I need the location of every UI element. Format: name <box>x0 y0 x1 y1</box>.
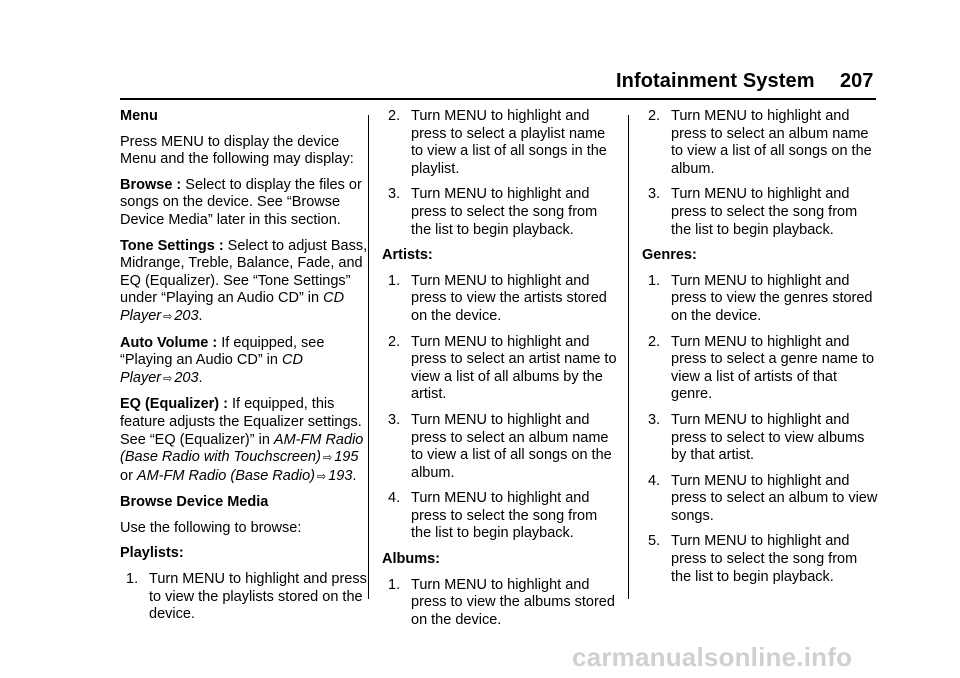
list-number: 2. <box>648 333 661 350</box>
browse-device-heading: Browse Device Media <box>120 494 269 511</box>
list-text: Turn MENU to highlight and press to view the artists stored on the device. <box>411 272 607 324</box>
auto-volume-paragraph: Auto Volume : If equipped, see “Playing an Audio CD” in CD Player ⇨ 203. <box>120 334 325 386</box>
list-number: 4. <box>388 490 401 507</box>
list-text: Turn MENU to highlight and press to view the genres stored on the device. <box>671 272 873 324</box>
list-number: 1. <box>388 576 401 593</box>
eq-ref2-link[interactable]: AM-FM Radio (Base Radio) <box>136 467 315 484</box>
list-item <box>642 334 878 404</box>
auto-volume-text: If equipped, see “Playing an Audio CD” in <box>120 334 325 369</box>
genres-heading: Genres: <box>642 247 697 264</box>
column-3 <box>642 108 878 594</box>
list-item <box>642 412 878 465</box>
browse-label: Browse : <box>120 176 182 193</box>
list-text: Turn MENU to highlight and press to select an album to view songs. <box>671 472 878 524</box>
tone-label: Tone Settings : <box>120 237 224 254</box>
list-item <box>382 412 618 482</box>
list-text: Turn MENU to highlight and press to view the playlists stored on the device. <box>149 571 367 623</box>
list-item <box>642 108 878 178</box>
list-number: 4. <box>648 472 661 489</box>
column-divider <box>628 115 629 599</box>
page-ref-icon: ⇨ <box>317 470 327 483</box>
column-divider <box>368 115 369 599</box>
list-text: Turn MENU to highlight and press to select an album name to view a list of all songs on the album. <box>411 411 612 481</box>
auto-page-link[interactable]: 203 <box>174 369 199 386</box>
list-text: Turn MENU to highlight and press to select the song from the list to begin playback. <box>411 490 598 542</box>
list-number: 2. <box>388 108 401 124</box>
browse-paragraph <box>120 177 368 230</box>
column-2 <box>382 108 618 637</box>
page-ref-icon: ⇨ <box>163 372 173 385</box>
list-number: 3. <box>388 186 401 203</box>
browse-intro: Use the following to browse: <box>120 519 302 536</box>
tone-page-link[interactable]: 203 <box>174 307 199 324</box>
page-number: 207 <box>840 70 874 92</box>
tone-ref-link[interactable]: CD Player <box>120 290 345 324</box>
list-item <box>382 334 618 404</box>
list-item <box>382 273 618 326</box>
list-text: Turn MENU to highlight and press to select to view albums by that artist. <box>671 411 865 464</box>
column-1 <box>120 108 368 632</box>
list-text: Turn MENU to highlight and press to select a genre name to view a list of artists of that genre. <box>671 333 875 403</box>
list-number: 2. <box>648 108 661 124</box>
list-item <box>642 273 878 326</box>
list-text: Turn MENU to highlight and press to select the song from the list to begin playback. <box>671 186 858 238</box>
list-number: 1. <box>388 272 401 289</box>
watermark: carmanualsonline.info <box>572 642 853 672</box>
list-item <box>382 186 618 239</box>
list-number: 3. <box>648 186 661 203</box>
header-rule <box>120 98 876 100</box>
eq-label: EQ (Equalizer) : <box>120 396 228 413</box>
list-item <box>120 571 368 624</box>
tone-paragraph: Tone Settings : Select to adjust Bass, Midrange, Treble, Balance, Fade, and EQ (Equalizer). See “Tone Settings” under “Playing an Audio CD” in CD Player ⇨ 203. <box>120 237 368 324</box>
tone-text: Select to adjust Bass, Midrange, Treble, Balance, Fade, and EQ (Equalizer). See “Tone Settings” under “Playing an Audio CD” in <box>120 237 368 307</box>
list-number: 3. <box>648 411 661 428</box>
list-item <box>642 533 878 586</box>
eq-paragraph: EQ (Equalizer) : If equipped, this feature adjusts the Equalizer settings. See “EQ (Equalizer)” in AM-FM Radio (Base Radio with Touchscreen) ⇨ 195 or AM-FM Radio (Base Radio) ⇨ 193. <box>120 396 364 484</box>
albums-heading: Albums: <box>382 551 440 568</box>
list-item <box>382 490 618 543</box>
page-ref-icon: ⇨ <box>322 452 333 465</box>
list-number: 1. <box>126 571 139 588</box>
artists-heading: Artists: <box>382 247 433 264</box>
eq-page2-link[interactable]: 193 <box>328 467 353 484</box>
eq-or: or <box>120 467 137 484</box>
eq-text: If equipped, this feature adjusts the Equalizer settings. See “EQ (Equalizer)” in <box>120 396 362 448</box>
list-number: 1. <box>648 272 661 289</box>
list-text: Turn MENU to highlight and press to select a playlist name to view a list of all songs in the playlist. <box>411 108 607 177</box>
list-text: Turn MENU to highlight and press to select an album name to view a list of all songs on the album. <box>671 108 872 177</box>
auto-volume-label: Auto Volume : <box>120 334 218 351</box>
eq-ref1-link[interactable]: AM-FM Radio (Base Radio with Touchscreen) <box>120 431 364 466</box>
playlists-heading: Playlists: <box>120 545 184 562</box>
list-item <box>382 577 618 630</box>
list-item <box>642 473 878 526</box>
list-number: 2. <box>388 333 401 350</box>
menu-text: Press MENU to display the device Menu and the following may display: <box>120 133 354 168</box>
auto-ref-link[interactable]: CD Player <box>120 352 303 386</box>
list-item <box>382 108 618 178</box>
list-text: Turn MENU to highlight and press to select an artist name to view a list of all albums by the artist. <box>411 333 617 403</box>
list-text: Turn MENU to highlight and press to view the albums stored on the device. <box>411 576 615 628</box>
menu-heading: Menu <box>120 108 158 124</box>
list-item <box>642 186 878 239</box>
eq-page1-link[interactable]: 195 <box>334 449 359 466</box>
browse-text: Select to display the files or songs on the device. See “Browse Device Media” later in this section. <box>120 176 362 228</box>
list-number: 3. <box>388 411 401 428</box>
list-text: Turn MENU to highlight and press to select the song from the list to begin playback. <box>411 186 598 238</box>
list-text: Turn MENU to highlight and press to select the song from the list to begin playback. <box>671 533 858 585</box>
page-ref-icon: ⇨ <box>163 310 173 323</box>
section-title: Infotainment System <box>616 70 815 92</box>
list-number: 5. <box>648 533 661 550</box>
